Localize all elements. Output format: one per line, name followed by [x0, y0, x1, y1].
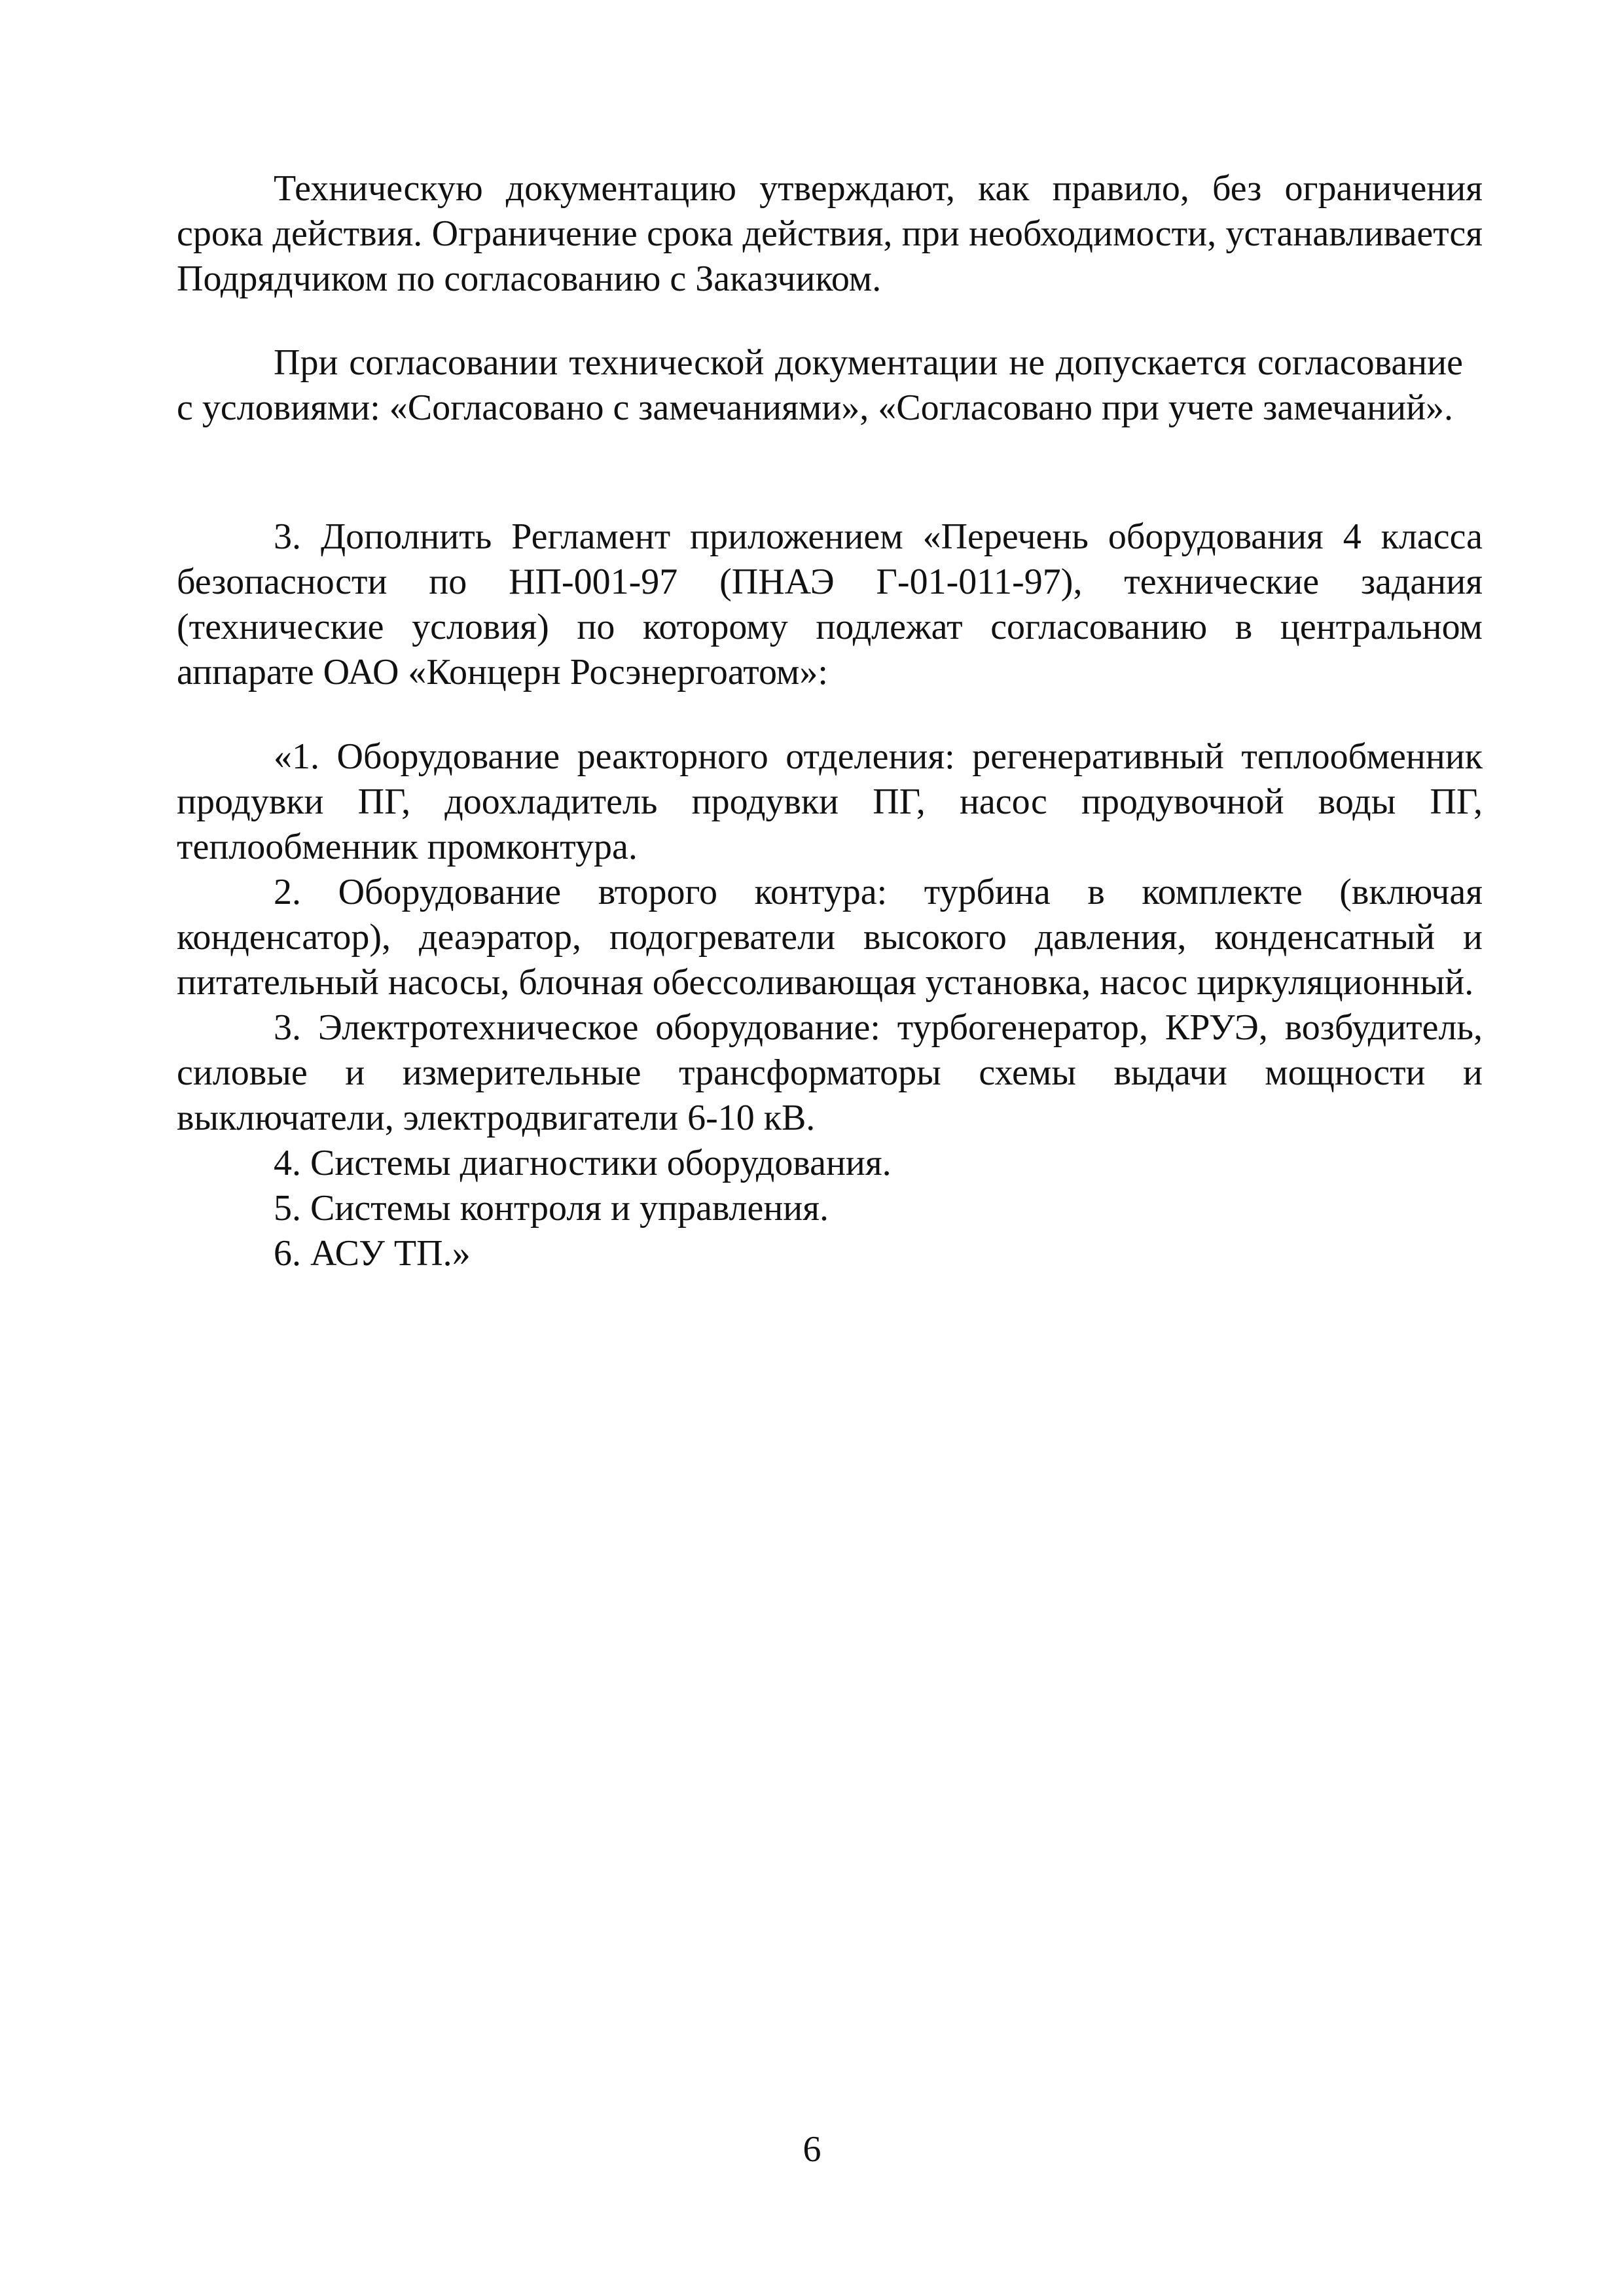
page-number: 6	[803, 2129, 821, 2170]
paragraph-regulation-amendment	[177, 514, 1483, 695]
list-item: «1. Оборудование реакторного отделения: регенеративный теплообменник продувки ПГ, доохладитель продувки ПГ, насос продувочной воды ПГ, теплообменник промконтура.	[177, 736, 1483, 867]
list-item: 5. Системы контроля и управления.	[274, 1188, 829, 1229]
paragraph-approval-terms	[177, 166, 1483, 302]
list-item: 6. АСУ ТП.»	[274, 1233, 471, 1274]
paragraph-text: Техническую документацию утверждают, как правило, без ограничения срока действия. Ограничение срока действия, при необходимости, устанавливается Подрядчиком по согласованию с Заказчиком.	[177, 168, 1483, 299]
list-item: 2. Оборудование второго контура: турбина в комплекте (включая конденсатор), деаэратор, подогреватели высокого давления, конденсатный и питательный насосы, блочная обессоливающая установка, насос циркуляционный.	[177, 872, 1483, 1003]
paragraph-text: 3. Дополнить Регламент приложением «Перечень оборудования 4 класса безопасности по НП-001-97 (ПНАЭ Г-01-011-97), технические задания (технические условия) по которому подлежат согласованию в центральном аппарате ОАО «Концерн Росэнергоатом»:	[177, 516, 1483, 692]
paragraph-agreement-conditions	[177, 340, 1463, 431]
equipment-list	[177, 734, 1483, 1276]
paragraph-text: При согласовании технической документации не допускается согласование с условиями: «Согласовано с замечаниями», «Согласовано при учете замечаний».	[177, 342, 1463, 428]
list-item: 4. Системы диагностики оборудования.	[274, 1143, 892, 1183]
list-item: 3. Электротехническое оборудование: турбогенератор, КРУЭ, возбудитель, силовые и измерительные трансформаторы схемы выдачи мощности и выключатели, электродвигатели 6-10 кВ.	[177, 1007, 1483, 1138]
